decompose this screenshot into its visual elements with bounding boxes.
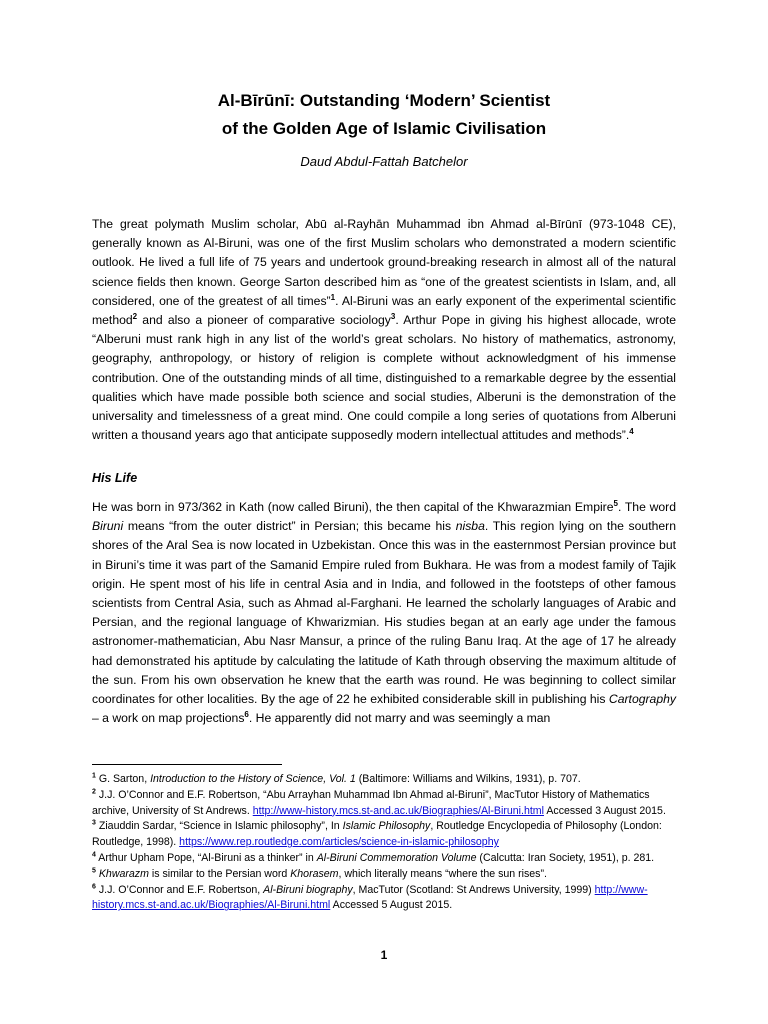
footnote-title: Introduction to the History of Science, Vol. 1 <box>150 773 356 785</box>
footnote-ref-5[interactable]: 5 <box>613 498 618 508</box>
life-text-6: . He apparently did not marry and was seemingly a man <box>248 711 551 726</box>
life-text-1: He was born in 973/362 in Kath (now called Biruni), the then capital of the Khwarazmian Empire <box>92 500 614 514</box>
life-text-3: means “from the outer district” in Persian; this became his <box>123 519 456 534</box>
footnote-text: (Calcutta: Iran Society, 1951), p. 281. <box>476 851 655 864</box>
footnote-text: G. Sarton, <box>95 773 151 785</box>
footnote-ref-3[interactable]: 3 <box>390 311 396 321</box>
footnote-ref-1[interactable]: 1 <box>330 292 336 302</box>
footnote-text: Ziauddin Sardar, “Science in Islamic philosophy”, In <box>95 820 343 833</box>
title-line-2: of the Golden Age of Islamic Civilisation <box>221 119 547 138</box>
footnote-text: Accessed 3 August 2015. <box>543 804 666 817</box>
footnote-6 <box>92 883 676 915</box>
footnote-text: , which literally means “where the sun rises”. <box>338 867 547 880</box>
footnote-1 <box>92 772 676 788</box>
intro-text-4: . Arthur Pope in giving his highest allocade, wrote “Alberuni must rank high in any list of the world’s great scholars. No history of mathematics, astronomy, geography, anthropology, or history of religion is complete without acknowledgment of his immense contribution. One of the outstanding minds of all time, distinguished to a remarkable degree by the essential qualities which have made possible both science and social studies, Alberuni is the demonstration of the universality and timelessness of a great mind. One could compile a long series of quotations from Alberuni written a thousand years ago that anticipate supposedly modern intellectual attitudes and methods”. <box>92 313 677 443</box>
section-heading-his-life: His Life <box>92 471 138 485</box>
life-text-4: . This region lying on the southern shores of the Aral Sea is now located in Uzbekistan. Once this was in the easternmost Persian province but in Biruni’s time it was part of the Samanid Empire ruled from Bukhara. He was from a modest family of Tajik origin. He spent most of his life in central Asia and in India, and followed in the footsteps of other famous scientists from Central Asia, such as Ahmad al-Farghani. He learned the scholarly languages of Arabic and Persian, and the regional language of Khwarizmian. His studies began at an early age under the famous astronomer-mathematician, Abu Nasr Mansur, a prince of the ruling Banu Iraq. At the age of 17 he already had demonstrated his aptitude by calculating the latitude of Kath through observing the maximum altitude of the sun. From his own observation he knew that the earth was round. He was beginning to collect similar coordinates for other localities. By the age of 22 he exhibited considerable skill in publishing his <box>92 519 676 707</box>
footnote-title: Islamic Philosophy <box>342 820 431 833</box>
footnotes <box>92 772 676 914</box>
footnote-number: 4 <box>92 851 96 859</box>
footnote-2 <box>92 788 676 820</box>
footnote-5 <box>92 867 676 883</box>
term-biruni: Biruni <box>92 519 124 534</box>
term-nisba: nisba <box>455 519 485 534</box>
footnote-number: 5 <box>92 867 96 875</box>
footnote-link[interactable]: https://www.rep.routledge.com/articles/science-in-islamic-philosophy <box>179 836 499 849</box>
intro-text-2: . Al-Biruni was an early exponent of the experimental scientific method <box>92 293 676 328</box>
life-text-2: . The word <box>617 500 676 514</box>
intro-paragraph <box>92 215 676 445</box>
author-name: Daud Abdul-Fattah Batchelor <box>300 154 468 169</box>
footnote-ref-6[interactable]: 6 <box>244 710 249 720</box>
footnote-text: , Routledge Encyclopedia of Philosophy (London: Routledge, 1998). <box>92 820 662 849</box>
term-cartography: Cartography <box>608 692 676 707</box>
footnote-number: 3 <box>92 819 96 827</box>
footnote-text: J.J. O’Connor and E.F. Robertson, <box>95 883 264 896</box>
footnote-text: Arthur Upham Pope, “Al-Biruni as a thinker” in <box>95 851 317 864</box>
footnote-text: J.J. O’Connor and E.F. Robertson, “Abu Arrayhan Muhammad Ibn Ahmad al-Biruni”, MacTutor History of Mathematics archive, University of St Andrews. <box>92 788 650 817</box>
footnote-4 <box>92 851 676 867</box>
his-life-paragraph <box>92 498 676 728</box>
footnote-3 <box>92 819 676 851</box>
footnote-link[interactable]: http://www-history.mcs.st-and.ac.uk/Biographies/Al-Biruni.html <box>92 883 648 912</box>
footnote-ref-2[interactable]: 2 <box>132 311 138 321</box>
footnote-number: 1 <box>92 772 96 780</box>
footnote-number: 2 <box>92 788 96 796</box>
page-number: 1 <box>380 948 388 962</box>
life-text-5: – a work on map projections <box>92 711 245 726</box>
footnote-title: Al-Biruni Commemoration Volume <box>316 851 477 864</box>
footnote-term: Khorasem <box>290 867 339 880</box>
intro-text-3: and also a pioneer of comparative sociology <box>137 313 391 328</box>
footnote-number: 6 <box>92 883 96 891</box>
intro-text-1: The great polymath Muslim scholar, Abū al-Rayhān Muhammad ibn Ahmad al-Bīrūnī (973-1048 CE), generally known as Al-Biruni, was one of the first Muslim scholars who demonstrated a modern scientific outlook. He lived a full life of 75 years and undertook ground-breaking research in almost all of the natural science fields then known. George Sarton described him as “one of the greatest scientists in Islam, and, all considered, one of the greatest of all times” <box>92 217 676 308</box>
footnote-title: Al-Biruni biography <box>263 883 353 896</box>
footnote-separator <box>92 764 282 765</box>
footnote-link[interactable]: http://www-history.mcs.st-and.ac.uk/Biographies/Al-Biruni.html <box>252 804 544 817</box>
footnote-term: Khwarazm <box>98 867 149 880</box>
title-line-1: Al-Bīrūnī: Outstanding ‘Modern’ Scientist <box>217 91 551 110</box>
footnote-text: Accessed 5 August 2015. <box>330 899 453 912</box>
footnote-ref-4[interactable]: 4 <box>629 427 634 437</box>
footnote-text: , MacTutor (Scotland: St Andrews University, 1999) <box>352 883 595 896</box>
footnote-text: is similar to the Persian word <box>148 867 291 880</box>
footnote-text: (Baltimore: Williams and Wilkins, 1931), p. 707. <box>355 773 581 785</box>
